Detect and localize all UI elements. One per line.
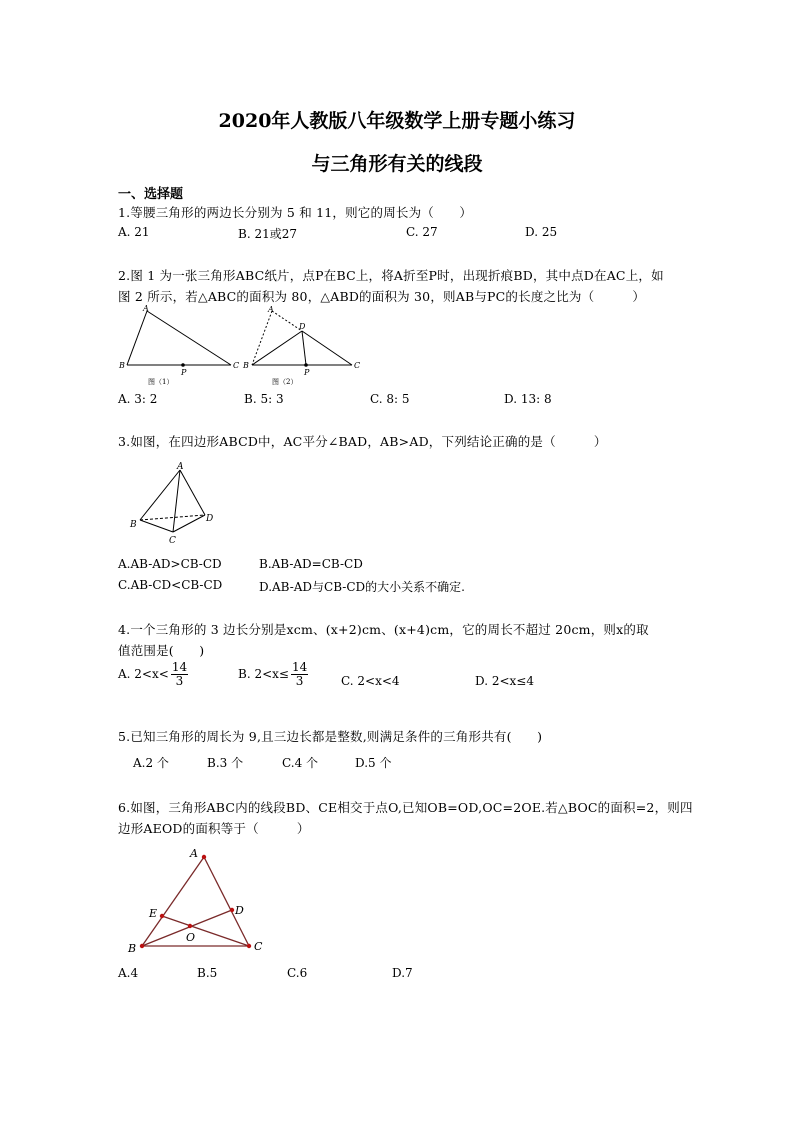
fig2-dashed-ad — [272, 311, 302, 331]
document-title: 2020年人教版八年级数学上册专题小练习 — [218, 110, 576, 132]
q6-figure — [120, 842, 280, 957]
q1-option-a: A. 21 — [118, 225, 150, 239]
q4-option-a-fraction — [171, 661, 188, 688]
q3-option-b: B.AB-AD=CB-CD — [259, 557, 363, 571]
q3-side-ab — [140, 470, 180, 520]
fig1-label-p: P — [181, 368, 187, 377]
q6-label-c: C — [254, 940, 263, 953]
q4-option-c: C. 2<x<4 — [341, 674, 400, 688]
q6-option-d: D.7 — [392, 966, 413, 980]
fig1-label-a: A — [143, 304, 149, 313]
q6-label-o: O — [186, 931, 196, 944]
fig2-caption: 图（2） — [272, 378, 298, 386]
fig2-side-dc — [302, 331, 352, 365]
q4-option-a-numerator: 14 — [171, 660, 188, 674]
q3-side-bc — [140, 520, 173, 532]
q3-diagonal-ac — [173, 470, 180, 532]
question-1-text: 1.等腰三角形的两边长分别为 5 和 11，则它的周长为（ ） — [118, 205, 473, 220]
q2-option-a: A. 3: 2 — [118, 392, 158, 406]
q4-option-b-text: B. 2<x≤ — [238, 667, 289, 681]
fig1-caption: 图（1） — [148, 378, 174, 386]
fig2-point-p — [304, 363, 308, 367]
q1-option-b: B. 21或27 — [238, 227, 297, 241]
q1-option-c: C. 27 — [406, 225, 438, 239]
q4-option-a-text: A. 2<x< — [118, 667, 169, 681]
q4-option-b — [238, 661, 310, 688]
question-2-text-line1: 2.图 1 为一张三角形ABC纸片，点P在BC上，将A折至P时，出现折痕BD，其中点D在AC上，如 — [118, 268, 664, 283]
q2-figure-2 — [242, 305, 360, 386]
q3-figure — [125, 458, 225, 548]
q6-label-b: B — [128, 942, 137, 955]
fig2-segment-dp — [302, 331, 306, 365]
question-5-text: 5.已知三角形的周长为 9,且三边长都是整数,则满足条件的三角形共有( ) — [118, 729, 543, 744]
q6-label-e: E — [149, 907, 158, 920]
q5-option-c: C.4 个 — [282, 756, 319, 770]
q5-option-a: A.2 个 — [133, 756, 169, 770]
fig2-dashed-ab — [252, 311, 272, 365]
q2-option-d: D. 13: 8 — [504, 392, 552, 406]
q6-option-b: B.5 — [197, 966, 218, 980]
q5-option-d: D.5 个 — [355, 756, 392, 770]
q3-label-b: B — [130, 520, 137, 530]
q3-side-ad — [180, 470, 205, 515]
q4-option-d: D. 2<x≤4 — [475, 674, 534, 688]
q3-label-c: C — [169, 536, 176, 546]
fig1-label-b: B — [119, 361, 125, 370]
question-4-text-line1: 4.一个三角形的 3 边长分别是xcm、(x+2)cm、(x+4)cm，它的周长不超过 20cm，则x的取 — [118, 622, 649, 637]
q4-option-a — [118, 661, 190, 688]
q6-point-e — [160, 914, 164, 918]
question-4-text-line2: 值范围是( ) — [118, 643, 205, 658]
question-3-text: 3.如图，在四边形ABCD中，AC平分∠BAD，AB>AD，下列结论正确的是（ ） — [118, 434, 607, 449]
q3-option-c: C.AB-CD<CB-CD — [118, 578, 223, 592]
q6-point-o — [188, 924, 192, 928]
q5-option-b: B.3 个 — [207, 756, 244, 770]
q4-option-b-denominator: 3 — [295, 674, 304, 688]
q3-option-d: D.AB-AD与CB-CD的大小关系不确定. — [259, 580, 465, 594]
q1-option-d: D. 25 — [525, 225, 558, 239]
question-6-text-line1: 6.如图，三角形ABC内的线段BD、CE相交于点O,已知OB=OD,OC=2OE.若△BOC的面积=2，则四 — [118, 800, 693, 815]
section-heading: 一、选择题 — [118, 187, 184, 202]
question-2-text-line2: 图 2 所示，若△ABC的面积为 80，△ABD的面积为 30，则AB与PC的长度之比为（ ） — [118, 289, 646, 304]
q3-label-a: A — [177, 462, 184, 472]
q2-figure — [115, 303, 365, 388]
q6-point-b — [140, 944, 144, 948]
q4-option-a-denominator: 3 — [175, 674, 184, 688]
fig2-label-b: B — [243, 361, 249, 370]
q6-option-c: C.6 — [287, 966, 308, 980]
fig2-crease-bd — [252, 331, 302, 365]
q4-option-b-fraction — [291, 661, 308, 688]
q6-label-a: A — [190, 847, 198, 860]
fig1-side-ab — [127, 311, 147, 365]
q3-dashed-bd — [140, 515, 205, 520]
q2-option-c: C. 8: 5 — [370, 392, 410, 406]
q2-option-b: B. 5: 3 — [244, 392, 284, 406]
q3-label-d: D — [206, 514, 214, 524]
q6-point-a — [202, 855, 206, 859]
fig2-label-c: C — [354, 361, 361, 370]
fig2-label-a: A — [268, 305, 274, 314]
q6-point-d — [230, 908, 234, 912]
fig2-label-p: P — [304, 368, 310, 377]
q6-point-c — [247, 944, 251, 948]
document-subtitle: 与三角形有关的线段 — [311, 153, 483, 175]
fig1-label-c: C — [233, 361, 240, 370]
fig1-point-p — [181, 363, 185, 367]
q3-option-a: A.AB-AD>CB-CD — [118, 557, 222, 571]
q6-option-a: A.4 — [118, 966, 139, 980]
question-6-text-line2: 边形AEOD的面积等于（ ） — [118, 821, 310, 836]
q2-figure-1 — [118, 304, 239, 386]
fig2-label-d: D — [299, 322, 306, 331]
fig1-side-ac — [147, 311, 231, 365]
q6-label-d: D — [235, 904, 244, 917]
q4-option-b-numerator: 14 — [291, 660, 308, 674]
